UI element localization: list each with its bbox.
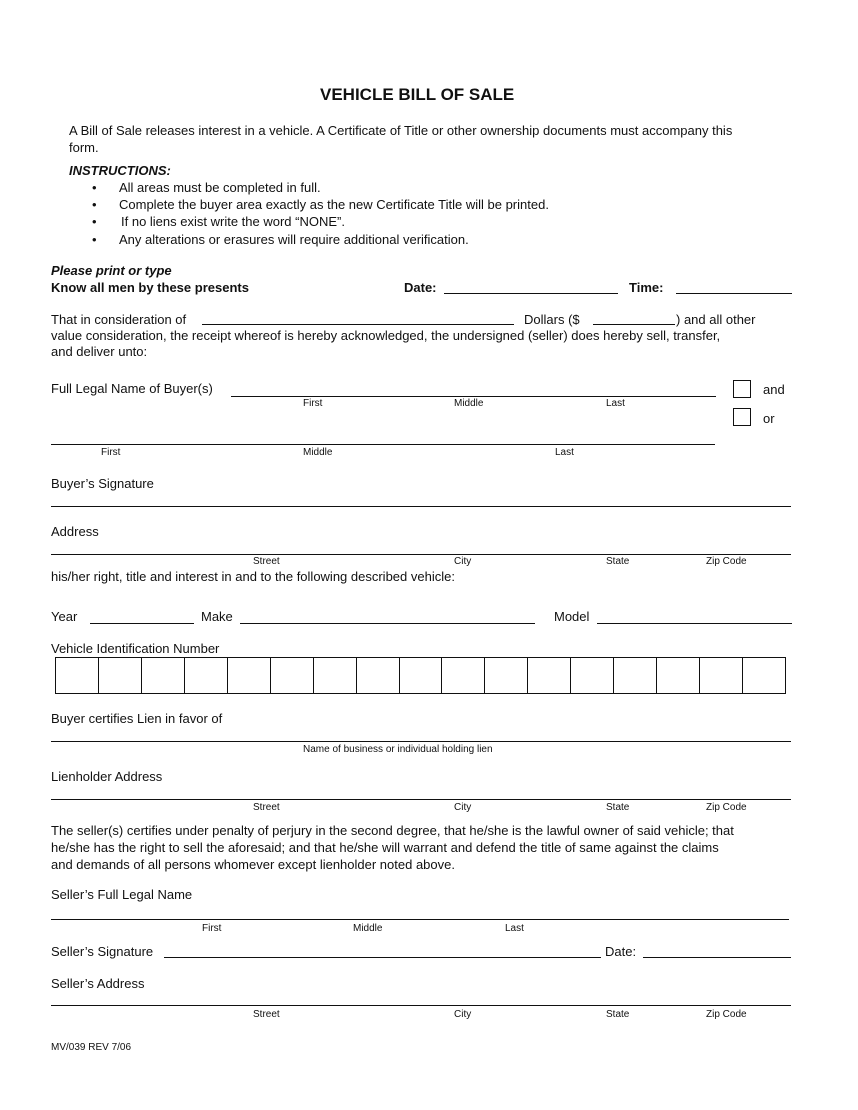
buyer-street-caption: Street <box>253 556 280 567</box>
vin-box[interactable] <box>142 658 185 693</box>
seller-city-caption: City <box>454 1009 472 1020</box>
lienholder-address-label: Lienholder Address <box>51 769 163 784</box>
date-field[interactable] <box>444 293 618 294</box>
vin-box[interactable] <box>614 658 657 693</box>
consideration-dollars-field[interactable] <box>593 324 675 325</box>
model-label: Model <box>554 609 590 624</box>
vin-box[interactable] <box>700 658 743 693</box>
make-field[interactable] <box>240 623 535 624</box>
seller-middle-caption: Middle <box>353 923 383 934</box>
vin-box[interactable] <box>571 658 614 693</box>
please-print-label: Please print or type <box>51 263 172 278</box>
page-title: VEHICLE BILL OF SALE <box>320 85 515 104</box>
intro-text-line2: form. <box>69 140 99 155</box>
time-field[interactable] <box>676 293 792 294</box>
lien-city-caption: City <box>454 802 472 813</box>
time-label: Time: <box>629 280 664 295</box>
date-label: Date: <box>404 280 437 295</box>
consideration-line3: and deliver unto: <box>51 344 148 359</box>
and-checkbox[interactable] <box>733 380 751 398</box>
lienholder-address-field[interactable] <box>51 799 791 800</box>
vin-label: Vehicle Identification Number <box>51 641 220 656</box>
lien-state-caption: State <box>606 802 630 813</box>
vin-grid <box>55 657 786 694</box>
seller-first-caption: First <box>202 923 222 934</box>
instructions-list <box>92 179 549 248</box>
buyer2-middle-caption: Middle <box>303 447 333 458</box>
consideration-suffix: ) and all other <box>676 312 756 327</box>
seller-statement-line2: he/she has the right to sell the aforesaid; and that he/she will warrant and defend the title of same against the claims <box>51 840 719 855</box>
seller-date-field[interactable] <box>643 957 791 958</box>
intro-text-line1: A Bill of Sale releases interest in a vehicle. A Certificate of Title or other ownership documents must accompany this <box>69 123 733 138</box>
buyer-address-label: Address <box>51 524 99 539</box>
buyer1-last-caption: Last <box>606 398 625 409</box>
consideration-amount-words-field[interactable] <box>202 324 514 325</box>
lien-favor-label: Buyer certifies Lien in favor of <box>51 711 223 726</box>
lien-street-caption: Street <box>253 802 280 813</box>
consideration-prefix: That in consideration of <box>51 312 187 327</box>
seller-last-caption: Last <box>505 923 524 934</box>
vin-box[interactable] <box>357 658 400 693</box>
vin-box[interactable] <box>743 658 785 693</box>
instruction-item: • Complete the buyer area exactly as the new Certificate Title will be printed. <box>92 196 549 213</box>
buyer-city-caption: City <box>454 556 472 567</box>
model-field[interactable] <box>597 623 792 624</box>
seller-statement-line1: The seller(s) certifies under penalty of perjury in the second degree, that he/she is the lawful owner of said vehicle; that <box>51 823 734 838</box>
buyer-name-label: Full Legal Name of Buyer(s) <box>51 381 213 396</box>
vin-box[interactable] <box>99 658 142 693</box>
or-checkbox[interactable] <box>733 408 751 426</box>
vin-box[interactable] <box>442 658 485 693</box>
seller-name-label: Seller’s Full Legal Name <box>51 887 193 902</box>
buyer2-last-caption: Last <box>555 447 574 458</box>
form-code: MV/039 REV 7/06 <box>51 1042 132 1053</box>
buyer-zip-caption: Zip Code <box>706 556 747 567</box>
seller-street-caption: Street <box>253 1009 280 1020</box>
vin-box[interactable] <box>485 658 528 693</box>
know-all-label: Know all men by these presents <box>51 280 249 295</box>
seller-statement-line3: and demands of all persons whomever except lienholder noted above. <box>51 857 455 872</box>
seller-signature-field[interactable] <box>164 957 601 958</box>
and-label: and <box>763 382 785 397</box>
vin-box[interactable] <box>185 658 228 693</box>
vin-box[interactable] <box>528 658 571 693</box>
seller-state-caption: State <box>606 1009 630 1020</box>
year-field[interactable] <box>90 623 194 624</box>
buyer1-middle-caption: Middle <box>454 398 484 409</box>
vin-box[interactable] <box>400 658 443 693</box>
make-label: Make <box>201 609 233 624</box>
buyer-signature-field[interactable] <box>51 506 791 507</box>
instruction-item: • All areas must be completed in full. <box>92 179 549 196</box>
buyer-state-caption: State <box>606 556 630 567</box>
buyer-signature-label: Buyer’s Signature <box>51 476 154 491</box>
instruction-item: • If no liens exist write the word “NONE”. <box>92 213 549 230</box>
rights-text: his/her right, title and interest in and to the following described vehicle: <box>51 569 455 584</box>
year-label: Year <box>51 609 78 624</box>
lienholder-name-field[interactable] <box>51 741 791 742</box>
seller-zip-caption: Zip Code <box>706 1009 747 1020</box>
instruction-item: • Any alterations or erasures will require additional verification. <box>92 231 549 248</box>
vin-box[interactable] <box>657 658 700 693</box>
consideration-line2: value consideration, the receipt whereof is hereby acknowledged, the undersigned (seller) does hereby sell, transfer, <box>51 328 721 343</box>
vin-box[interactable] <box>56 658 99 693</box>
seller-address-field[interactable] <box>51 1005 791 1006</box>
buyer2-first-caption: First <box>101 447 121 458</box>
seller-date-label: Date: <box>605 944 637 959</box>
buyer-address-field[interactable] <box>51 554 791 555</box>
consideration-dollars-label: Dollars ($ <box>524 312 580 327</box>
or-label: or <box>763 411 775 426</box>
seller-address-label: Seller’s Address <box>51 976 145 991</box>
buyer1-name-field[interactable] <box>231 396 716 397</box>
vin-box[interactable] <box>271 658 314 693</box>
lien-zip-caption: Zip Code <box>706 802 747 813</box>
vin-box[interactable] <box>228 658 271 693</box>
vin-box[interactable] <box>314 658 357 693</box>
buyer1-first-caption: First <box>303 398 323 409</box>
instructions-heading: INSTRUCTIONS: <box>69 163 171 178</box>
seller-signature-label: Seller’s Signature <box>51 944 154 959</box>
buyer2-name-field[interactable] <box>51 444 715 445</box>
lienholder-name-caption: Name of business or individual holding lien <box>303 744 493 755</box>
seller-name-field[interactable] <box>51 919 789 920</box>
